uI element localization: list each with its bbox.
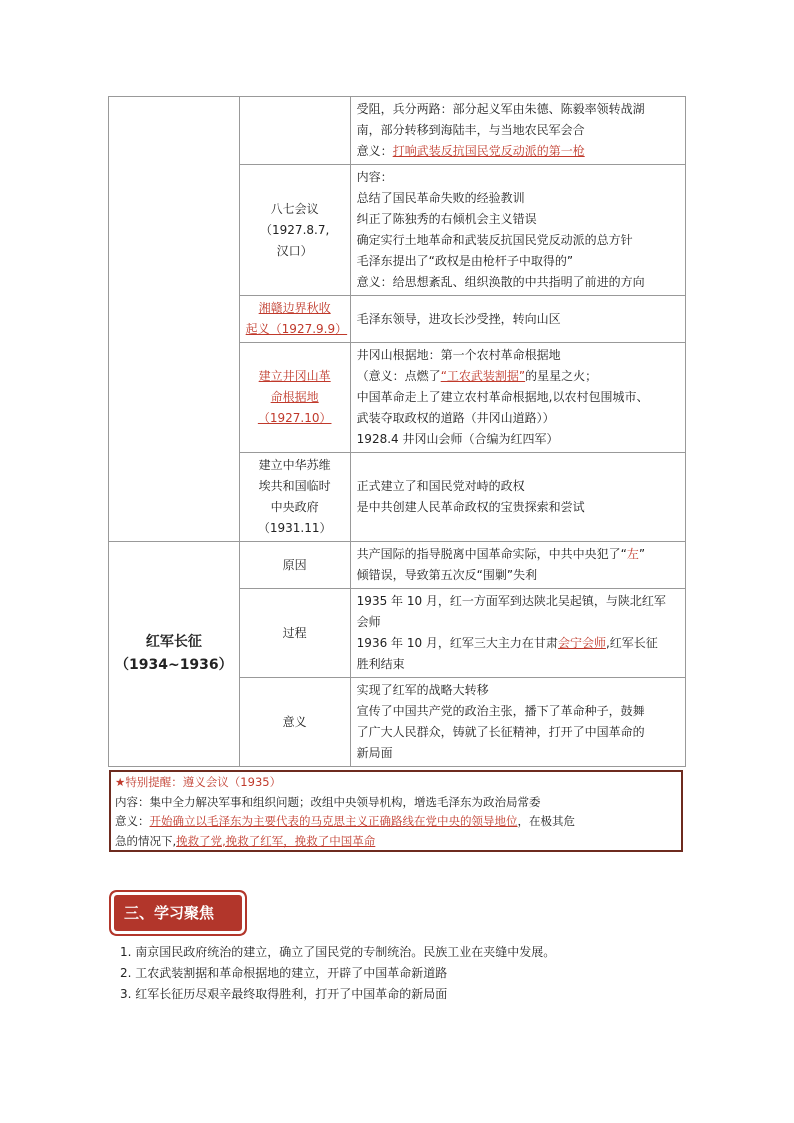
- key-point: “工农武装割据”: [440, 369, 526, 383]
- text-line: 意义：给思想紊乱、组织涣散的中共指明了前进的方向: [356, 275, 645, 289]
- text-line: 井冈山根据地：第一个农村革命根据地: [356, 348, 561, 362]
- event-line: 建立井冈山革: [258, 369, 331, 383]
- event-line: （1927.8.7,: [260, 222, 330, 237]
- text-line: 1928.4 井冈山会师（合编为红四军）: [356, 432, 559, 446]
- cell-xianggan-content: 毛泽东领导，进攻长沙受挫，转向山区: [350, 296, 685, 343]
- text-line: 纠正了陈独秀的右倾机会主义错误: [356, 212, 537, 226]
- text-line: 是中共创建人民革命政权的宝贵探索和尝试: [356, 500, 585, 514]
- event-line: 汉口）: [276, 243, 313, 258]
- text-line: [357, 544, 679, 565]
- event-line: 建立中华苏维: [258, 458, 331, 472]
- key-point: 会宁会师: [557, 636, 606, 650]
- note-title: [115, 773, 677, 793]
- text-line: 会师: [356, 615, 381, 629]
- cell-cause-label: 原因: [239, 542, 350, 589]
- cell-process-label: 过程: [239, 589, 350, 678]
- text: （意义：点燃了: [356, 369, 441, 383]
- cell-long-march: [109, 542, 240, 767]
- history-table: [108, 96, 686, 767]
- long-march-years: （1934~1936）: [115, 657, 233, 673]
- text-line: 了广大人民群众，铸就了长征精神，打开了中国革命的: [356, 725, 645, 739]
- text: ”: [638, 547, 646, 561]
- long-march-title: 红军长征: [145, 634, 202, 650]
- text-line: [357, 633, 679, 654]
- cell-empty-mid: [239, 97, 350, 165]
- cell-cause-content: [350, 542, 685, 589]
- text-line: 倾错误，导致第五次反“围剿”失利: [356, 568, 538, 582]
- event-line: 起义（1927.9.9）: [245, 322, 348, 336]
- text: 1936 年 10 月，红军三大主力在甘肃: [356, 636, 558, 650]
- text-line: [357, 141, 679, 162]
- text-line: 南，部分转移到海陆丰，与当地农民军会合: [356, 123, 585, 137]
- text: 共产国际的指导脱离中国革命实际，中共中央犯了“: [356, 547, 627, 561]
- event-line: 命根据地: [270, 390, 319, 404]
- special-reminder-box: [109, 770, 683, 852]
- note-title-text: 特别提醒：遵义会议（1935）: [125, 775, 282, 789]
- text: ，在极其危: [517, 814, 575, 828]
- section-banner: 三、学习聚焦: [114, 895, 242, 931]
- key-point: 打响武装反抗国民党反动派的第一枪: [392, 144, 585, 158]
- text-line: 总结了国民革命失败的经验教训: [356, 191, 525, 205]
- cell-empty-left: [109, 97, 240, 542]
- text-line: 确定实行土地革命和武装反抗国民党反动派的总方针: [356, 233, 633, 247]
- text-line: 胜利结束: [356, 657, 405, 671]
- text-line: 武装夺取政权的道路（井冈山道路））: [356, 411, 555, 425]
- text-line: 中国革命走上了建立农村革命根据地,以农村包围城市、: [356, 390, 649, 404]
- cell-event-jinggang: [239, 343, 350, 453]
- event-line: （1931.11）: [257, 521, 332, 535]
- key-point: 挽救了党,挽救了红军，挽救了中国革命: [176, 833, 376, 848]
- cell-event-baqi: [239, 165, 350, 296]
- text-line: 毛泽东提出了“政权是由枪杆子中取得的”: [356, 254, 574, 268]
- label: 意义：: [115, 814, 150, 828]
- text: 的星星之火；: [525, 369, 598, 383]
- cell-event-xianggan: [239, 296, 350, 343]
- list-item: 2. 工农武装割据和革命根据地的建立，开辟了中国革命新道路: [120, 966, 448, 980]
- cell-meaning-content: [350, 678, 685, 767]
- event-line: （1927.10）: [257, 411, 332, 425]
- event-line: 湘赣边界秋收: [258, 301, 331, 315]
- text-line: 内容：: [356, 170, 393, 184]
- summary-list: [120, 942, 680, 1005]
- list-item: 3. 红军长征历尽艰辛最终取得胜利，打开了中国革命的新局面: [120, 987, 448, 1001]
- note-meaning: [115, 812, 677, 832]
- cell-process-content: [350, 589, 685, 678]
- text: ,红军长征: [605, 636, 658, 650]
- note-meaning-cont: [115, 832, 677, 852]
- event-line: 中央政府: [270, 500, 319, 514]
- cell-jinggang-content: [350, 343, 685, 453]
- key-point: 开始确立以毛泽东为主要代表的马克思主义正确路线在党中央的领导地位: [149, 814, 518, 828]
- text-line: 正式建立了和国民党对峙的政权: [356, 479, 525, 493]
- text: 急的情况下,: [115, 833, 177, 848]
- cell-meaning-label: 意义: [239, 678, 350, 767]
- cell-suweiai-content: [350, 453, 685, 542]
- text-line: 宣传了中国共产党的政治主张，播下了革命种子，鼓舞: [356, 704, 645, 718]
- text-line: 受阻，兵分两路：部分起义军由朱德、陈毅率领转战湖: [356, 102, 645, 116]
- star-icon: ★: [115, 775, 126, 789]
- cell-uprising-content: [350, 97, 685, 165]
- text-line: 新局面: [356, 746, 393, 760]
- event-line: 八七会议: [270, 201, 319, 216]
- text-line: 1935 年 10 月，红一方面军到达陕北吴起镇，与陕北红军: [356, 594, 666, 608]
- cell-event-suweiai: [239, 453, 350, 542]
- table-row: [109, 542, 686, 589]
- event-line: 埃共和国临时: [258, 479, 331, 493]
- list-item: 1. 南京国民政府统治的建立，确立了国民党的专制统治。民族工业在夹缝中发展。: [120, 945, 556, 959]
- note-content: 内容：集中全力解决军事和组织问题；改组中央领导机构，增选毛泽东为政治局常委: [115, 794, 541, 809]
- table-row: [109, 97, 686, 165]
- cell-baqi-content: [350, 165, 685, 296]
- text-line: [357, 366, 679, 387]
- label: 意义：: [356, 144, 393, 158]
- key-point: 左: [626, 547, 639, 561]
- text-line: 实现了红军的战略大转移: [356, 683, 489, 697]
